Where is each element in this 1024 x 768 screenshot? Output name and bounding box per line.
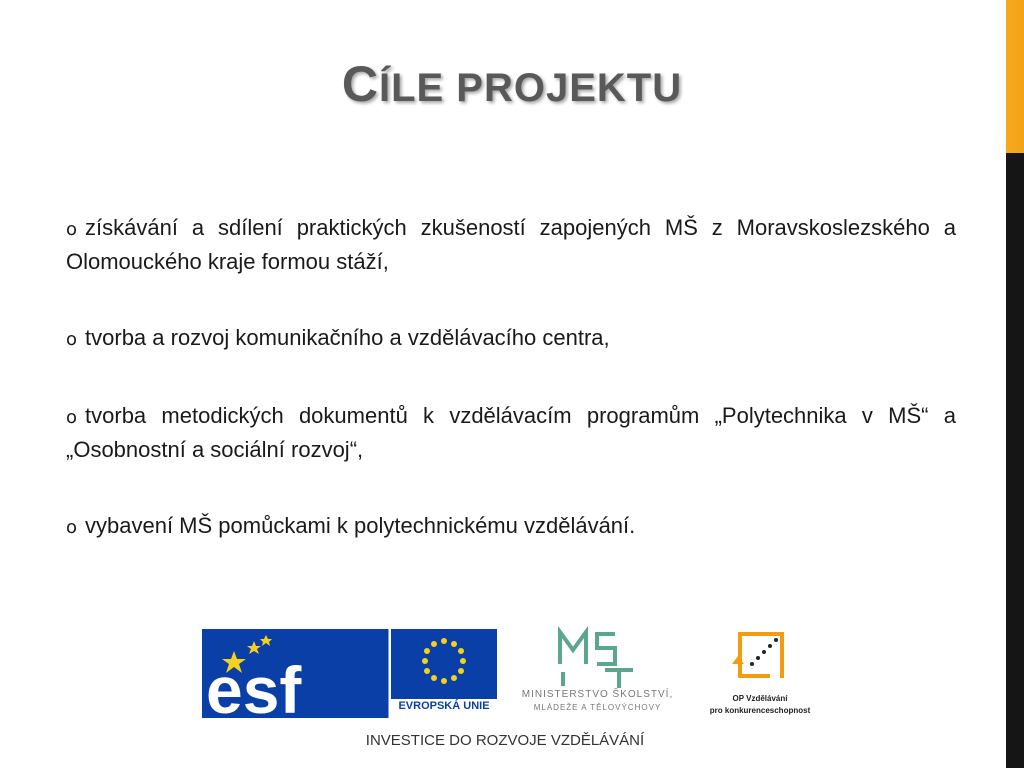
esf-line2: sociální bbox=[310, 678, 358, 694]
list-item bbox=[66, 322, 956, 356]
bullet-icon: o bbox=[66, 329, 78, 350]
slide-title-initial: C bbox=[341, 56, 379, 112]
bullet-icon: o bbox=[66, 517, 78, 538]
investice-footer: INVESTICE DO ROZVOJE VZDĚLÁVÁNÍ bbox=[365, 732, 645, 749]
slide-title-rest: ÍLE PROJEKTU bbox=[378, 66, 683, 110]
list-item-text: vybavení MŠ pomůckami k polytechnickému vzdělávání. bbox=[85, 513, 636, 538]
list-item bbox=[66, 510, 956, 544]
slide-title bbox=[0, 55, 1024, 113]
bullet-icon: o bbox=[66, 219, 78, 240]
bullet-icon: o bbox=[66, 407, 78, 428]
eu-label: EVROPSKÁ UNIE bbox=[398, 700, 490, 712]
msmt-label2: MLÁDEŽE A TĚLOVÝCHOVY bbox=[533, 703, 662, 712]
eu-stars-icon bbox=[391, 629, 497, 699]
op-frame-left-icon bbox=[740, 636, 770, 676]
op-label2: pro konkurenceschopnost bbox=[709, 706, 811, 715]
msmt-m-icon bbox=[560, 632, 586, 664]
msmt-t-icon bbox=[605, 670, 633, 688]
esf-big-text: esf bbox=[206, 653, 302, 718]
logo-strip bbox=[200, 626, 820, 726]
esf-line1: evropský bbox=[310, 660, 381, 677]
list-item bbox=[66, 400, 956, 466]
list-item-text: tvorba a rozvoj komunikačního a vzdělávacího centra, bbox=[85, 325, 610, 350]
esf-line3: fond v ČR bbox=[310, 696, 373, 712]
msmt-label1: MINISTERSTVO ŠKOLSTVÍ, bbox=[521, 689, 674, 700]
list-item-text: získávání a sdílení praktických zkušeností zapojených MŠ z Moravskoslezského a Olomouckého kraje formou stáží, bbox=[66, 215, 956, 274]
bullet-list bbox=[66, 212, 956, 588]
op-label1: OP Vzdělávání bbox=[732, 694, 788, 703]
sidebar-accent-dark bbox=[1006, 153, 1024, 768]
list-item-text: tvorba metodických dokumentů k vzdělávacím programům „Polytechnika v MŠ“ a „Osobnostní a sociální rozvoj“, bbox=[66, 403, 956, 462]
op-arrow-icon bbox=[732, 656, 744, 664]
msmt-s-icon bbox=[597, 634, 615, 664]
list-item bbox=[66, 212, 956, 278]
